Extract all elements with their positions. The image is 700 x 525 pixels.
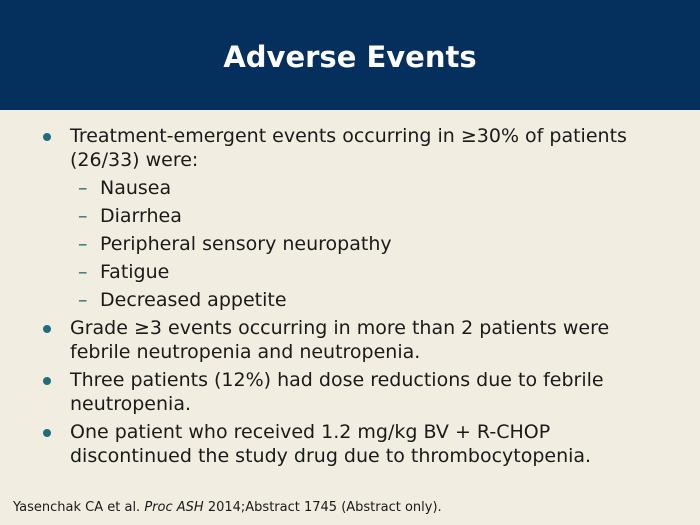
sub-bullet-item bbox=[0, 232, 700, 256]
sub-bullet-item bbox=[0, 176, 700, 200]
sub-bullet-text: Peripheral sensory neuropathy bbox=[100, 233, 392, 255]
bullet-icon bbox=[43, 429, 51, 437]
sub-bullet-item bbox=[0, 204, 700, 228]
citation-details: 2014;Abstract 1745 (Abstract only). bbox=[207, 500, 442, 515]
bullet-icon bbox=[43, 133, 51, 141]
slide-title: Adverse Events bbox=[223, 40, 477, 74]
bullet-item bbox=[0, 316, 700, 364]
dash-icon: – bbox=[78, 233, 88, 255]
bullet-text: Treatment-emergent events occurring in ≥30% of patients (26/33) were: bbox=[70, 125, 627, 171]
sub-bullet-text: Decreased appetite bbox=[100, 289, 287, 311]
dash-icon: – bbox=[78, 289, 88, 311]
bullet-text: Grade ≥3 events occurring in more than 2 patients were febrile neutropenia and neutropenia. bbox=[70, 317, 610, 363]
bullet-item bbox=[0, 420, 700, 468]
bullet-item bbox=[0, 124, 700, 172]
sub-bullet-text: Diarrhea bbox=[100, 205, 182, 227]
sub-bullet-item bbox=[0, 288, 700, 312]
citation bbox=[13, 500, 442, 515]
dash-icon: – bbox=[78, 261, 88, 283]
bullet-icon bbox=[43, 325, 51, 333]
sub-bullet-text: Fatigue bbox=[100, 261, 170, 283]
bullet-icon bbox=[43, 377, 51, 385]
bullet-item bbox=[0, 368, 700, 416]
sub-bullet-item bbox=[0, 260, 700, 284]
citation-journal: Proc ASH bbox=[144, 500, 204, 515]
dash-icon: – bbox=[78, 205, 88, 227]
citation-authors: Yasenchak CA et al. bbox=[13, 500, 141, 515]
bullet-text: One patient who received 1.2 mg/kg BV + R-CHOP discontinued the study drug due to thrombocytopenia. bbox=[70, 421, 592, 467]
bullet-text: Three patients (12%) had dose reductions due to febrile neutropenia. bbox=[70, 369, 604, 415]
slide-content bbox=[0, 124, 700, 472]
sub-bullet-text: Nausea bbox=[100, 177, 172, 199]
dash-icon: – bbox=[78, 177, 88, 199]
slide-header bbox=[0, 0, 700, 110]
